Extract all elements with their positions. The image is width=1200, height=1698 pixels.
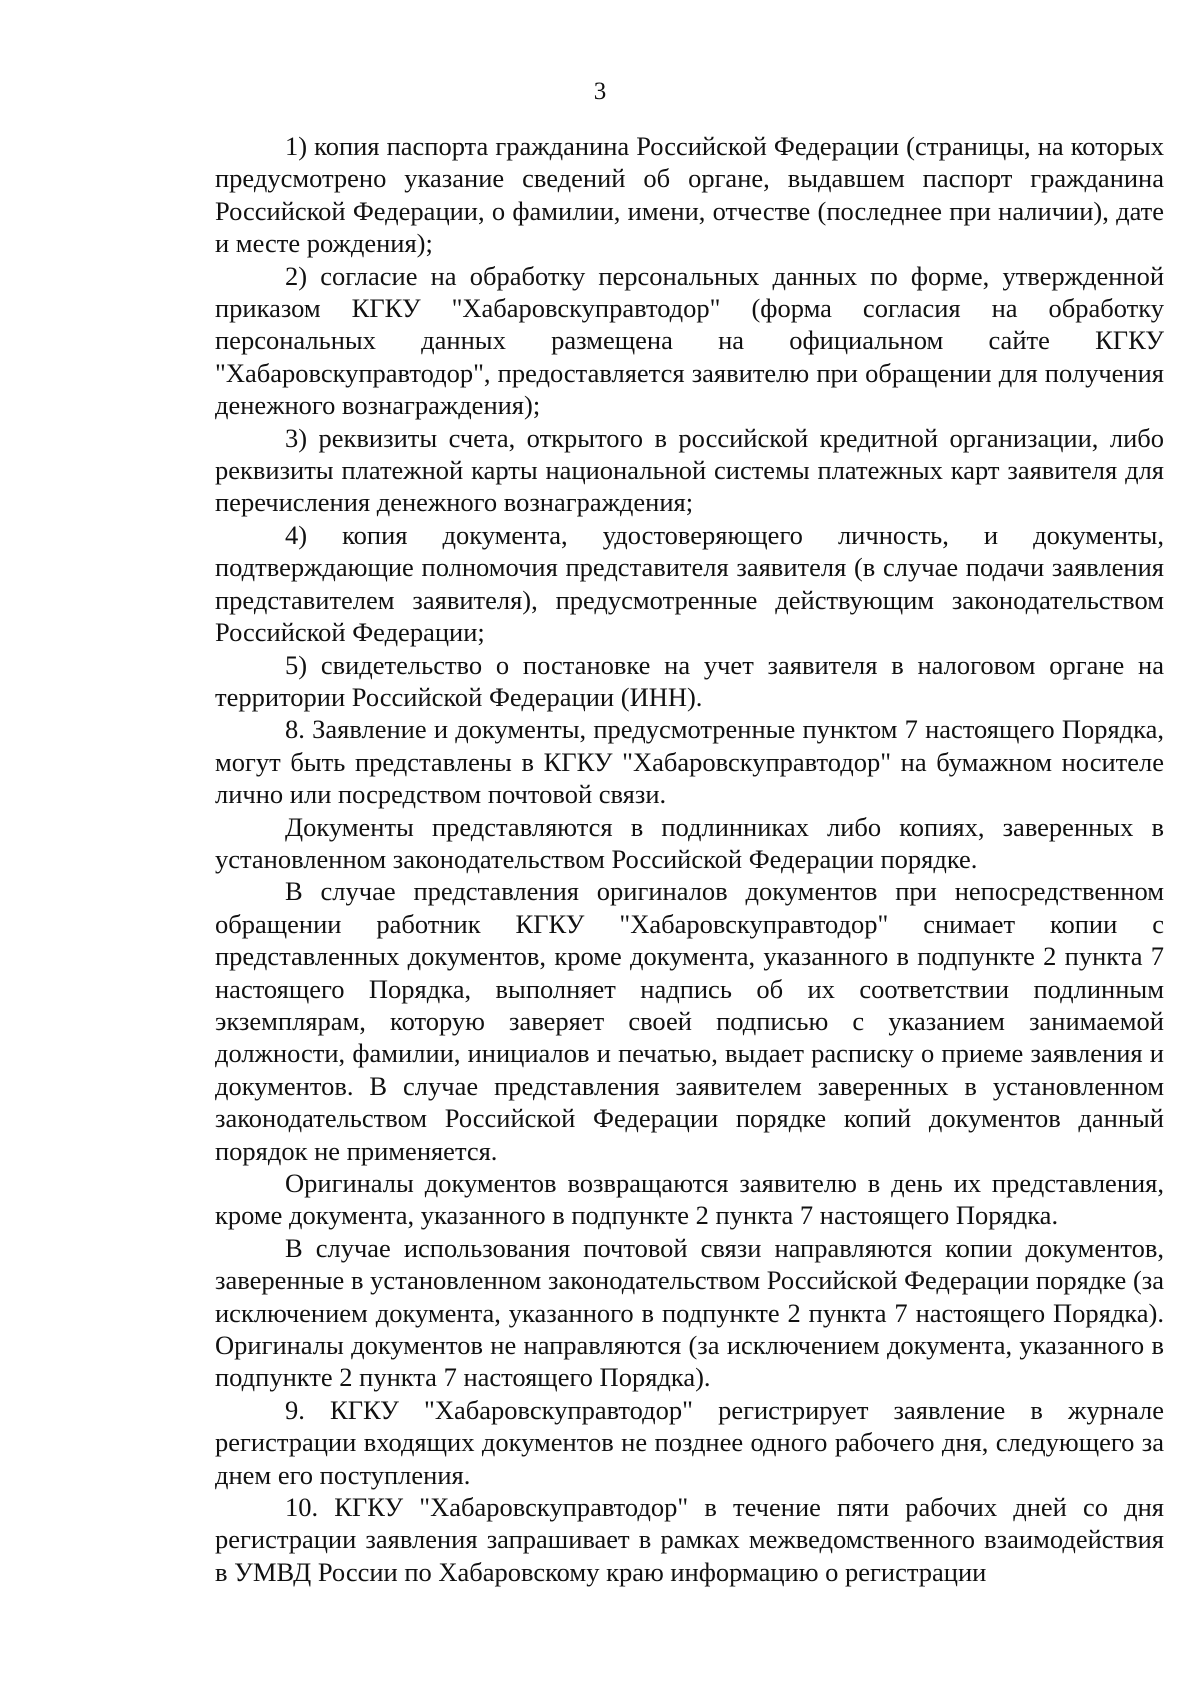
paragraph-originals-returned: Оригиналы документов возвращаются заявителю в день их представления, кроме документа, указанного в подпункте 2 пункта 7 настоящего Порядка. xyxy=(215,1168,1164,1231)
paragraph-postal-delivery: В случае использования почтовой связи направляются копии документов, заверенные в установленном законодательством Российской Федерации порядке (за исключением документа, указанного в подпункте 2 пункта 7 настоящего Порядка). Оригиналы документов не направляются (за исключением документа, указанного в подпункте 2 пункта 7 настоящего Порядка). xyxy=(215,1232,1164,1393)
paragraph-item-5: 5) свидетельство о постановке на учет заявителя в налоговом органе на территории Российской Федерации (ИНН). xyxy=(215,649,1164,712)
paragraph-section-10: 10. КГКУ "Хабаровскуправтодор" в течение пяти рабочих дней со дня регистрации заявления запрашивает в рамках межведомственного взаимодействия в УМВД России по Хабаровскому краю информацию о регистрации xyxy=(215,1492,1164,1587)
paragraph-item-2: 2) согласие на обработку персональных данных по форме, утвержденной приказом КГКУ "Хабаровскуправтодор" (форма согласия на обработку персональных данных размещена на официальном сайте КГКУ "Хабаровскуправтодор", предоставляется заявителю при обращении для получения денежного вознаграждения); xyxy=(215,260,1164,421)
paragraph-item-4: 4) копия документа, удостоверяющего личность, и документы, подтверждающие полномочия представителя заявителя (в случае подачи заявления представителем заявителя), предусмотренные действующим законодательством Российской Федерации; xyxy=(215,519,1164,648)
paragraph-item-1: 1) копия паспорта гражданина Российской Федерации (страницы, на которых предусмотрено указание сведений об органе, выдавшем паспорт гражданина Российской Федерации, о фамилии, имени, отчестве (последнее при наличии), дате и месте рождения); xyxy=(215,131,1164,259)
paragraph-item-3: 3) реквизиты счета, открытого в российской кредитной организации, либо реквизиты платежной карты национальной системы платежных карт заявителя для перечисления денежного вознаграждения; xyxy=(215,422,1164,518)
page-number: 3 xyxy=(593,78,607,105)
paragraph-documents-originals: Документы представляются в подлинниках либо копиях, заверенных в установленном законодательством Российской Федерации порядке. xyxy=(215,811,1164,874)
document-body xyxy=(215,130,1164,1588)
paragraph-in-person-procedure: В случае представления оригиналов документов при непосредственном обращении работник КГКУ "Хабаровскуправтодор" снимает копии с представленных документов, кроме документа, указанного в подпункте 2 пункта 7 настоящего Порядка, выполняет надпись об их соответствии подлинным экземплярам, которую заверяет своей подписью с указанием занимаемой должности, фамилии, инициалов и печатью, выдает расписку о приеме заявления и документов. В случае представления заявителем заверенных в установленном законодательством Российской Федерации порядке копий документов данный порядок не применяется. xyxy=(215,876,1164,1166)
paragraph-section-9: 9. КГКУ "Хабаровскуправтодор" регистрирует заявление в журнале регистрации входящих документов не позднее одного рабочего дня, следующего за днем его поступления. xyxy=(215,1394,1164,1490)
paragraph-section-8: 8. Заявление и документы, предусмотренные пунктом 7 настоящего Порядка, могут быть представлены в КГКУ "Хабаровскуправтодор" на бумажном носителе лично или посредством почтовой связи. xyxy=(215,714,1164,810)
